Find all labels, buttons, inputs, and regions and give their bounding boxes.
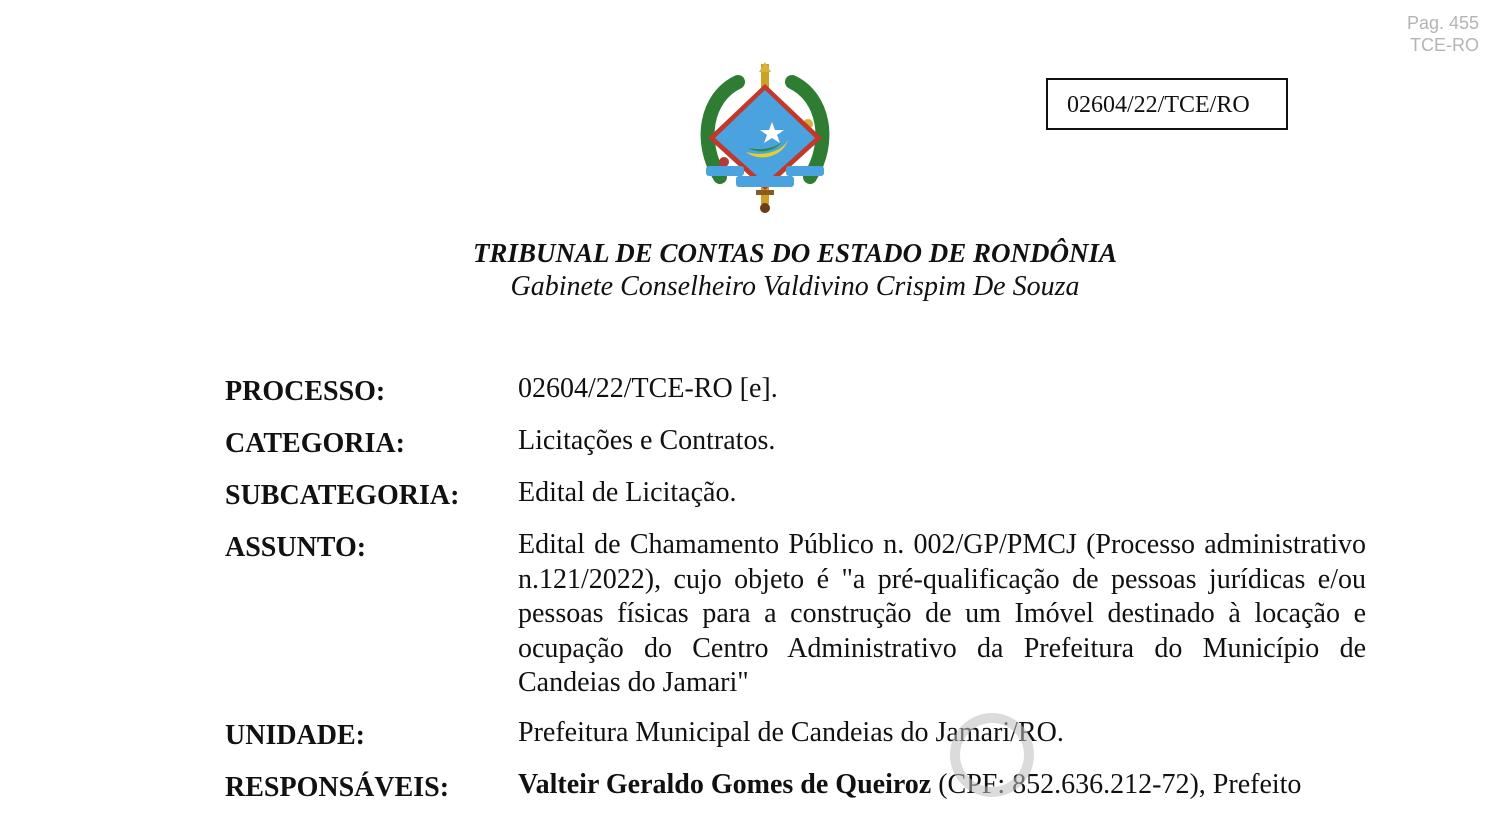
- page-number: Pag. 455: [1406, 13, 1479, 33]
- field-value: 02604/22/TCE-RO [e].: [518, 373, 778, 404]
- field-responsaveis: [225, 768, 1366, 805]
- field-label: ASSUNTO:: [225, 532, 367, 563]
- responsible-name: Valteir Geraldo Gomes de Queiroz: [518, 768, 932, 800]
- field-value: Prefeitura Municipal de Candeias do Jamari/RO.: [518, 716, 1064, 748]
- field-value: Edital de Chamamento Público n. 002/GP/PMCJ (Processo administrativo n.121/2022), cujo objeto é "a pré-qualificação de pessoas jurídicas e/ou pessoas físicas para a construção de um Imóvel destinado à locação e ocupação do Centro Administrativo da Prefeitura do Município de Candeias do Jamari": [518, 529, 1366, 699]
- field-value: [518, 768, 1366, 805]
- field-value: Edital de Licitação.: [518, 477, 737, 508]
- field-categoria: [225, 424, 1366, 461]
- page-org: TCE-RO: [1410, 35, 1479, 55]
- field-label: CATEGORIA:: [225, 428, 405, 459]
- court-title: TRIBUNAL DE CONTAS DO ESTADO DE RONDÔNIA: [472, 238, 1118, 268]
- coat-of-arms-icon: [698, 62, 832, 214]
- field-label: PROCESSO:: [225, 376, 386, 407]
- page-stamp: [1407, 12, 1479, 56]
- field-assunto: [225, 528, 1366, 701]
- process-fields: [225, 372, 1366, 820]
- field-subcategoria: [225, 476, 1366, 513]
- field-unidade: [225, 716, 1366, 753]
- field-value: Licitações e Contratos.: [518, 425, 776, 456]
- field-label: UNIDADE:: [225, 719, 365, 751]
- cabinet-subtitle: Gabinete Conselheiro Valdivino Crispim De Souza: [510, 271, 1080, 302]
- field-label: RESPONSÁVEIS:: [225, 771, 450, 803]
- responsible-details: (CPF: 852.636.212-72), Prefeito: [931, 768, 1302, 800]
- field-label: SUBCATEGORIA:: [225, 480, 460, 511]
- field-processo: [225, 372, 1366, 409]
- process-number-box: 02604/22/TCE/RO: [1046, 78, 1288, 130]
